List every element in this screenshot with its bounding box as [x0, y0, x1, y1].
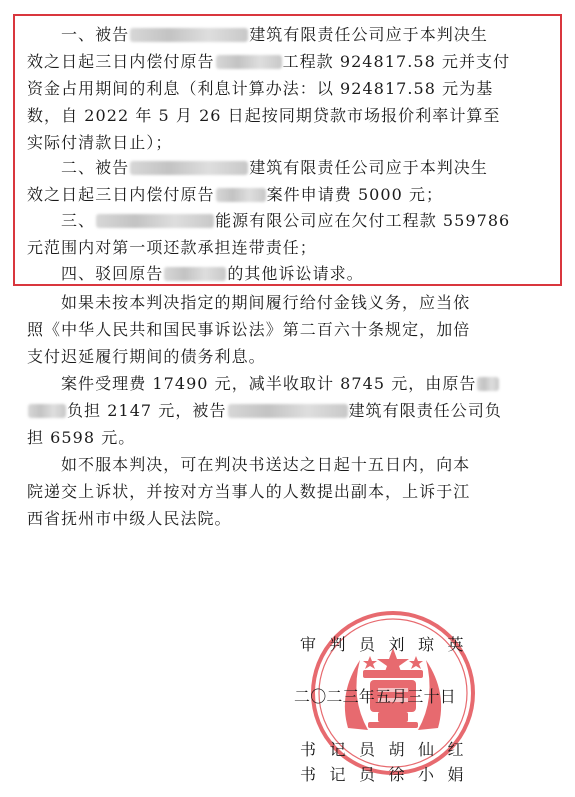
- text-segment: 建筑有限责任公司应于本判决生: [249, 25, 488, 44]
- text-segment: 四、驳回原告: [61, 264, 164, 283]
- redacted-name: [130, 28, 248, 42]
- paragraph-line-19: 西省抚州市中级人民法院。: [27, 509, 232, 528]
- paragraph-line-12: 照《中华人民共和国民事诉讼法》第二百六十条规定，加倍: [27, 320, 471, 339]
- text-segment: 建筑有限责任公司负: [348, 401, 502, 420]
- redacted-name: [228, 404, 348, 418]
- redacted-name: [164, 267, 226, 281]
- judgment-line-3: 资金占用期间的利息（利息计算办法：以 924817.58 元为基: [27, 79, 494, 98]
- judge-signature: 审判员刘琼英: [300, 635, 478, 654]
- text-segment: 效之日起三日内偿付原告: [27, 185, 215, 204]
- redacted-name: [216, 188, 266, 202]
- paragraph-line-15: [27, 401, 557, 421]
- judgment-line-9: 元范围内对第一项还款承担连带责任；: [27, 238, 317, 257]
- paragraph-line-11: 如果未按本判决指定的期间履行给付金钱义务，应当依: [61, 293, 471, 312]
- judgment-date: 二〇二三年五月三十日: [294, 687, 457, 706]
- paragraph-line-17: 如不服本判决，可在判决书送达之日起十五日内，向本: [61, 455, 471, 474]
- judgment-line-2: [27, 52, 557, 72]
- paragraph-line-18: 院递交上诉状，并按对方当事人的人数提出副本，上诉于江: [27, 482, 471, 501]
- redacted-name: [28, 404, 66, 418]
- redacted-name: [96, 214, 214, 228]
- paragraph-line-13: 支付迟延履行期间的债务利息。: [27, 347, 266, 366]
- judgment-line-7: [27, 185, 557, 205]
- text-segment: 建筑有限责任公司应于本判决生: [249, 158, 488, 177]
- text-segment: 二、被告: [61, 158, 130, 177]
- paragraph-line-16: 担 6598 元。: [27, 428, 136, 447]
- text-segment: 一、被告: [61, 25, 130, 44]
- text-segment: 工程款 924817.58 元并支付: [282, 52, 511, 71]
- clerk-signature-2: 书记员徐小娟: [300, 765, 478, 784]
- redacted-name: [477, 377, 499, 391]
- text-segment: 案件受理费 17490 元，减半收取计 8745 元，由原告: [61, 374, 477, 393]
- judgment-line-4: 数，自 2022 年 5 月 26 日起按同期贷款市场报价利率计算至: [27, 106, 501, 125]
- judgment-line-6: [27, 158, 557, 178]
- text-segment: 三、: [61, 211, 96, 230]
- redacted-name: [216, 55, 282, 69]
- redacted-name: [130, 161, 248, 175]
- judgment-line-5: 实际付清款日止）；: [27, 133, 173, 152]
- clerk-signature-1: 书记员胡仙红: [300, 740, 478, 759]
- text-segment: 负担 2147 元，被告: [67, 401, 227, 420]
- text-segment: 的其他诉讼请求。: [227, 264, 364, 283]
- paragraph-line-14: [27, 374, 557, 394]
- judgment-line-1: [27, 25, 557, 45]
- judgment-line-8: [27, 211, 557, 231]
- judgment-line-10: [27, 264, 557, 284]
- text-segment: 效之日起三日内偿付原告: [27, 52, 215, 71]
- text-segment: 案件申请费 5000 元；: [266, 185, 444, 204]
- text-segment: 能源有限公司应在欠付工程款 559786: [215, 211, 511, 230]
